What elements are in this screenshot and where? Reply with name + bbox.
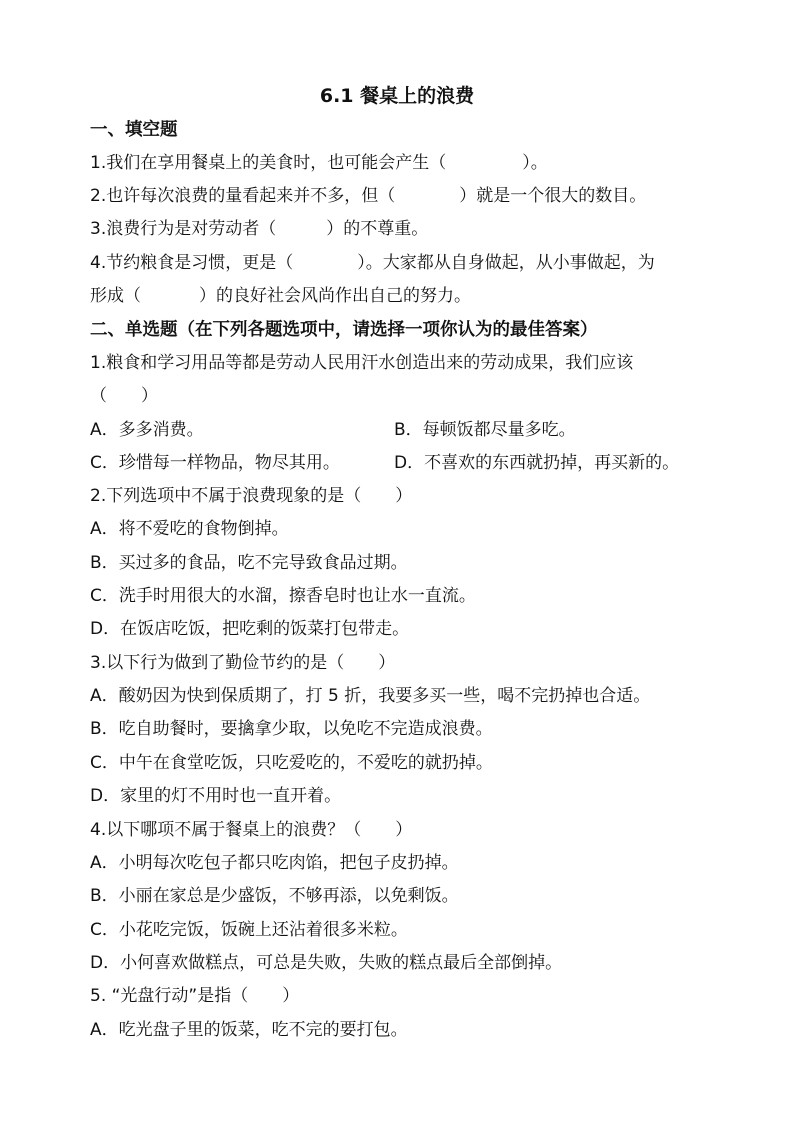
question-text: ）的不尊重。 — [326, 219, 429, 239]
option-d[interactable]: D．家里的灯不用时也一直开着。 — [90, 786, 342, 806]
option-b[interactable]: B．吃自助餐时，要擒拿少取，以免吃不完造成浪费。 — [90, 719, 493, 739]
question-text: 1.我们在享用餐桌上的美食时，也可能会产生（ — [90, 153, 447, 173]
option-c[interactable]: C．洗手时用很大的水溜，擦香皂时也让水一直流。 — [90, 586, 476, 606]
question-fill-2 — [90, 184, 730, 208]
question-choice-2-stem: 2.下列选项中不属于浪费现象的是（ ） — [90, 486, 413, 506]
question-text: 形成（ — [90, 286, 141, 306]
option-a[interactable]: A．吃光盘子里的饭菜，吃不完的要打包。 — [90, 1020, 408, 1040]
question-fill-4 — [90, 251, 730, 275]
option-d[interactable]: D．不喜欢的东西就扔掉，再买新的。 — [394, 453, 680, 473]
question-text: ）的良好社会风尚作出自己的努力。 — [199, 286, 471, 306]
options-row — [90, 451, 730, 475]
page-title: 6.1 餐桌上的浪费 — [319, 85, 475, 107]
question-fill-1 — [90, 151, 730, 175]
question-fill-3 — [90, 217, 730, 241]
question-choice-1-stem: 1.粮食和学习用品等都是劳动人民用汗水创造出来的劳动成果，我们应该 — [90, 353, 634, 373]
option-a[interactable]: A．将不爱吃的食物倒掉。 — [90, 519, 289, 539]
options-row — [90, 418, 730, 442]
option-b[interactable]: B．买过多的食品，吃不完导致食品过期。 — [90, 553, 408, 573]
option-b[interactable]: B．每顿饭都尽量多吃。 — [394, 420, 576, 440]
question-choice-3-stem: 3.以下行为做到了勤俭节约的是（ ） — [90, 653, 396, 673]
option-a[interactable]: A．小明每次吃包子都只吃肉馅，把包子皮扔掉。 — [90, 853, 459, 873]
question-text: ）。 — [522, 153, 548, 173]
question-text: ）就是一个很大的数目。 — [459, 186, 647, 206]
question-choice-1-answer-bracket: （ ） — [90, 386, 158, 406]
option-a[interactable]: A．多多消费。 — [90, 420, 204, 440]
option-a[interactable]: A．酸奶因为快到保质期了，打 5 折，我要多买一些，喝不完扔掉也合适。 — [90, 686, 651, 706]
option-c[interactable]: C．小花吃完饭，饭碗上还沾着很多米粒。 — [90, 920, 408, 940]
question-choice-4-stem: 4.以下哪项不属于餐桌上的浪费？（ ） — [90, 820, 413, 840]
question-text: 3.浪费行为是对劳动者（ — [90, 219, 277, 239]
option-c[interactable]: C．珍惜每一样物品，物尽其用。 — [90, 453, 340, 473]
option-b[interactable]: B．小丽在家总是少盛饭，不够再添，以免剩饭。 — [90, 886, 459, 906]
question-choice-5-stem: 5. “光盘行动”是指（ ） — [90, 986, 300, 1006]
section-heading-fill-blank: 一、填空题 — [90, 120, 178, 140]
question-text: ）。大家都从自身做起，从小事做起，为 — [357, 253, 655, 273]
question-fill-4-continued — [90, 284, 730, 308]
question-text: 2.也许每次浪费的量看起来并不多，但（ — [90, 186, 396, 206]
section-heading-single-choice: 二、单选题（在下列各题选项中，请选择一项你认为的最佳答案） — [90, 320, 598, 340]
option-d[interactable]: D．小何喜欢做糕点，可总是失败，失败的糕点最后全部倒掉。 — [90, 953, 563, 973]
option-c[interactable]: C．中午在食堂吃饭，只吃爱吃的，不爱吃的就扔掉。 — [90, 753, 493, 773]
question-text: 4.节约粮食是习惯，更是（ — [90, 253, 294, 273]
option-d[interactable]: D．在饭店吃饭，把吃剩的饭菜打包带走。 — [90, 619, 410, 639]
